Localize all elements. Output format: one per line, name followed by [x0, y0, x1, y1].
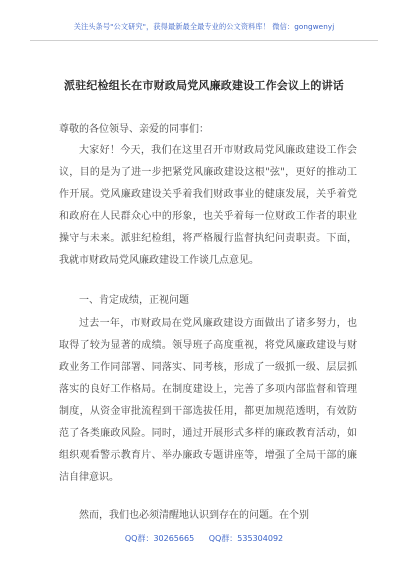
document-title: 派驻纪检组长在市财政局党风廉政建设工作会议上的讲话: [64, 79, 344, 92]
footer-qq-group-2: QQ群：535304092: [208, 534, 284, 543]
footer: [0, 533, 408, 544]
paragraph-3: 然而，我们也必须清醒地认识到存在的问题。在个别: [79, 510, 309, 521]
header-banner: 关注头条号"公文研究"，获得最新最全最专业的公文资料库！ 微信：gongwenyj: [73, 22, 335, 31]
paragraph-1: 大家好！今天，我们在这里召开市财政局党风廉政建设工作会议，目的是为了进一步把紧党风廉政建设这根"弦"，更好的推动工作开展。党风廉政建设关乎着我们财政事业的健康发展，关乎着党和政府在人民群众心中的形象，也关乎着每一位财政工作者的职业操守与未来。派驻纪检组，将严格履行监督执纪问责职责。下面，我就市财政局党风廉政建设工作谈几点意见。: [59, 145, 357, 266]
greeting: 尊敬的各位领导、亲爱的同事们：: [59, 124, 209, 135]
section-heading: 一、肯定成绩，正视问题: [79, 295, 189, 306]
header-divider: [30, 40, 378, 41]
paragraph-2: 过去一年，市财政局在党风廉政建设方面做出了诸多努力，也取得了较为显著的成绩。领导班子高度重视，将党风廉政建设与财政业务工作同部署、同落实、同考核，形成了一级抓一级、层层抓落实的良好工作格局。在制度建设上，完善了多项内部监督和管理制度，从资金审批流程到干部选拔任用，都更加规范透明，有效防范了各类廉政风险。同时，通过开展形式多样的廉政教育活动，如组织观看警示教育片、举办廉政专题讲座等，增强了全局干部的廉洁自律意识。: [59, 318, 357, 483]
footer-qq-group-1: QQ群：30265665: [124, 534, 195, 543]
